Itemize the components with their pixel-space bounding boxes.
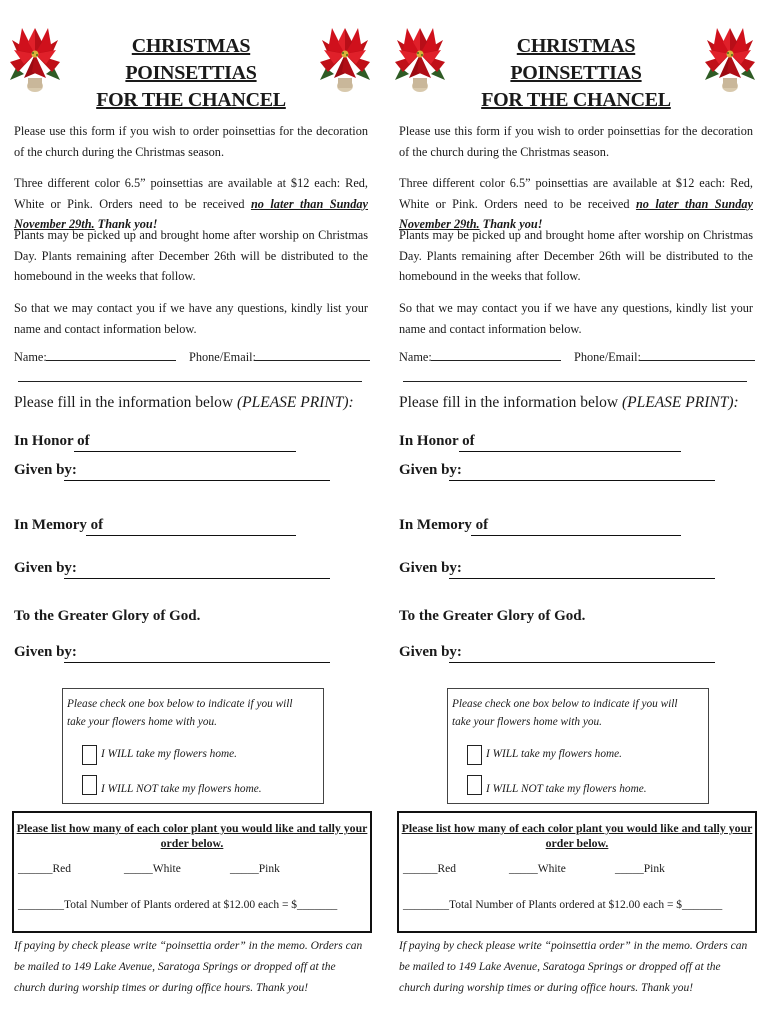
memory-field[interactable] — [86, 535, 296, 536]
contact-row — [399, 350, 755, 370]
memory-row — [399, 517, 488, 539]
title-line-2: FOR THE CHANCEL — [96, 89, 286, 111]
tally-heading: Please list how many of each color plant you would like and tally your order below. — [16, 821, 368, 850]
phone-email-field[interactable] — [639, 360, 755, 361]
poinsettia-icon — [395, 28, 445, 94]
honor-field[interactable] — [74, 451, 296, 452]
total-field[interactable]: ________Total Number of Plants ordered at $12.00 each = $_______ — [18, 899, 338, 911]
will-not-take-checkbox[interactable] — [467, 775, 482, 795]
glory-given-by-field[interactable] — [449, 662, 715, 663]
payment-note: If paying by check please write “poinsettia order” in the memo. Orders can be mailed to 149 Lake Avenue, Saratoga Springs or dropped off at the church during worship times or during office hours. Thank you! — [399, 940, 748, 994]
glory-label: To the Greater Glory of God. — [14, 608, 201, 624]
pickup-instructions: Please check one box below to indicate if you will take your flowers home with you. — [67, 698, 293, 728]
pink-count-field[interactable]: _____Pink — [230, 863, 280, 875]
will-take-label: I WILL take my flowers home. — [101, 748, 237, 760]
red-count-field[interactable]: ______Red — [403, 863, 457, 875]
will-take-checkbox[interactable] — [82, 745, 97, 765]
memory-label: In Memory of — [399, 517, 489, 533]
memory-given-by-row — [399, 560, 462, 582]
poinsettia-icon — [320, 28, 370, 94]
name-field[interactable] — [46, 360, 176, 361]
thank-you-text: Thank you! — [94, 217, 158, 231]
given-by-label: Given by: — [399, 644, 462, 660]
title-line-2: FOR THE CHANCEL — [481, 89, 671, 111]
tally-box — [397, 811, 757, 933]
glory-given-by-row — [399, 644, 462, 666]
title-line-1: CHRISTMAS POINSETTIAS — [510, 35, 642, 84]
pickup-instructions: Please check one box below to indicate if you will take your flowers home with you. — [452, 698, 678, 728]
honor-label: In Honor of — [399, 433, 475, 449]
name-field[interactable] — [431, 360, 561, 361]
contact-line-2[interactable] — [403, 381, 747, 382]
tally-heading: Please list how many of each color plant you would like and tally your order below. — [401, 821, 753, 850]
honor-row — [399, 433, 475, 455]
pickup-paragraph: Plants may be picked up and brought home after worship on Christmas Day. Plants remaining after December 26th will be distributed to the homebound in the weeks that follow. — [14, 228, 368, 283]
glory-row — [14, 608, 200, 630]
fill-in-instruction — [14, 394, 354, 412]
white-count-field[interactable]: _____White — [509, 863, 566, 875]
glory-given-by-field[interactable] — [64, 662, 330, 663]
order-form-right — [385, 0, 757, 1024]
intro-paragraph: Please use this form if you wish to order poinsettias for the decoration of the church during the Christmas season. — [399, 124, 753, 159]
memory-field[interactable] — [471, 535, 681, 536]
order-form-left — [0, 0, 372, 1024]
pickup-choice-box — [447, 688, 709, 804]
red-count-field[interactable]: ______Red — [18, 863, 72, 875]
will-take-label: I WILL take my flowers home. — [486, 748, 622, 760]
memory-row — [14, 517, 103, 539]
fill-in-instruction — [399, 394, 739, 412]
contact-paragraph: So that we may contact you if we have any questions, kindly list your name and contact information below. — [399, 301, 753, 336]
phone-email-label: Phone/Email: — [574, 350, 641, 364]
given-by-label: Given by: — [14, 462, 77, 478]
payment-note: If paying by check please write “poinsettia order” in the memo. Orders can be mailed to 149 Lake Avenue, Saratoga Springs or dropped off at the church during worship times or during office hours. Thank you! — [14, 940, 363, 994]
name-label: Name: — [14, 350, 47, 364]
will-take-checkbox[interactable] — [467, 745, 482, 765]
fill-in-text: Please fill in the information below — [399, 394, 622, 411]
memory-given-by-field[interactable] — [449, 578, 715, 579]
will-not-take-checkbox[interactable] — [82, 775, 97, 795]
contact-line-2[interactable] — [18, 381, 362, 382]
pickup-choice-box — [62, 688, 324, 804]
given-by-label: Given by: — [399, 560, 462, 576]
thank-you-text: Thank you! — [479, 217, 543, 231]
pricing-text: Three different color 6.5” poinsettias are available at $12 each: Red, White or Pink. Orders need to be received — [399, 176, 753, 211]
form-title — [451, 33, 701, 114]
please-print-text: (PLEASE PRINT): — [621, 394, 739, 411]
will-not-take-label: I WILL NOT take my flowers home. — [101, 783, 262, 795]
honor-given-by-field[interactable] — [64, 480, 330, 481]
deadline-text: no later than Sunday November 29th. — [14, 196, 369, 231]
contact-paragraph: So that we may contact you if we have any questions, kindly list your name and contact information below. — [14, 301, 368, 336]
glory-given-by-row — [14, 644, 77, 666]
pickup-paragraph: Plants may be picked up and brought home after worship on Christmas Day. Plants remaining after December 26th will be distributed to the homebound in the weeks that follow. — [399, 228, 753, 283]
contact-row — [14, 350, 370, 370]
glory-label: To the Greater Glory of God. — [399, 608, 586, 624]
title-line-1: CHRISTMAS POINSETTIAS — [125, 35, 257, 84]
glory-row — [399, 608, 585, 630]
intro-paragraph: Please use this form if you wish to order poinsettias for the decoration of the church during the Christmas season. — [14, 124, 368, 159]
honor-given-by-row — [14, 462, 77, 484]
pink-count-field[interactable]: _____Pink — [615, 863, 665, 875]
honor-label: In Honor of — [14, 433, 90, 449]
memory-label: In Memory of — [14, 517, 104, 533]
poinsettia-icon — [10, 28, 60, 94]
honor-given-by-field[interactable] — [449, 480, 715, 481]
given-by-label: Given by: — [14, 644, 77, 660]
phone-email-label: Phone/Email: — [189, 350, 256, 364]
total-field[interactable]: ________Total Number of Plants ordered at $12.00 each = $_______ — [403, 899, 723, 911]
memory-given-by-field[interactable] — [64, 578, 330, 579]
honor-row — [14, 433, 90, 455]
white-count-field[interactable]: _____White — [124, 863, 181, 875]
given-by-label: Given by: — [14, 560, 77, 576]
fill-in-text: Please fill in the information below — [14, 394, 237, 411]
tally-box — [12, 811, 372, 933]
poinsettia-icon — [705, 28, 755, 94]
given-by-label: Given by: — [399, 462, 462, 478]
deadline-text: no later than Sunday November 29th. — [399, 196, 754, 231]
honor-given-by-row — [399, 462, 462, 484]
honor-field[interactable] — [459, 451, 681, 452]
memory-given-by-row — [14, 560, 77, 582]
please-print-text: (PLEASE PRINT): — [236, 394, 354, 411]
phone-email-field[interactable] — [254, 360, 370, 361]
form-title — [66, 33, 316, 114]
pricing-text: Three different color 6.5” poinsettias are available at $12 each: Red, White or Pink. Orders need to be received — [14, 176, 368, 211]
name-label: Name: — [399, 350, 432, 364]
will-not-take-label: I WILL NOT take my flowers home. — [486, 783, 647, 795]
